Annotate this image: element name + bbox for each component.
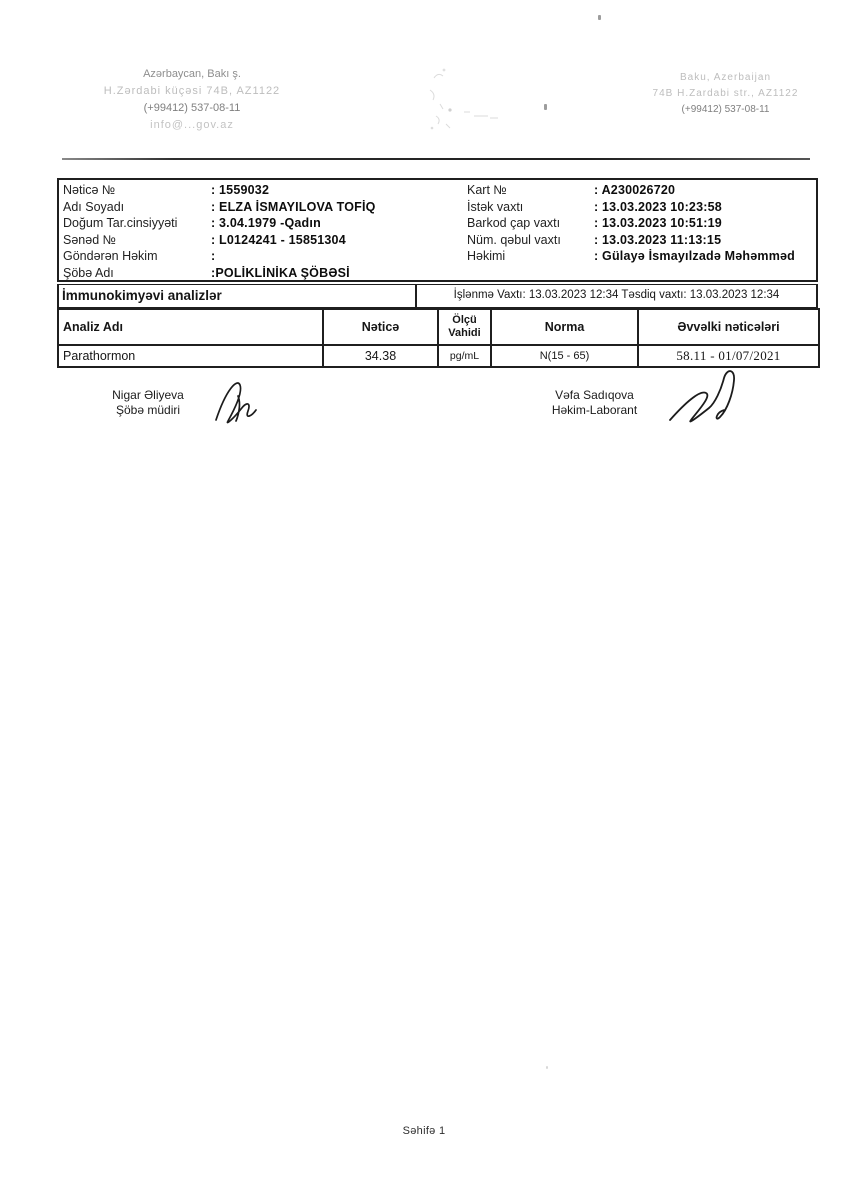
column-header-norm: Norma xyxy=(491,309,638,345)
info-value: : ELZA İSMAYILOVA TOFİQ xyxy=(211,199,376,214)
scan-speck xyxy=(598,15,601,20)
letterhead-address-en xyxy=(628,70,823,118)
info-value: : xyxy=(211,249,216,264)
signer-name: Nigar Əliyeva xyxy=(112,388,184,402)
info-value: : A230026720 xyxy=(594,183,676,197)
horizontal-rule xyxy=(62,158,810,160)
info-value: : 13.03.2023 10:23:58 xyxy=(594,199,722,214)
signature-block-lab-doctor xyxy=(532,388,657,418)
info-row xyxy=(467,199,817,216)
info-label: Həkimi xyxy=(467,249,506,264)
info-label: Adı Soyadı xyxy=(63,199,125,214)
page-number: Səhifə 1 xyxy=(402,1125,446,1137)
result-value: 34.38 xyxy=(323,345,438,367)
letterhead-line: Azərbaycan, Bakı ş. xyxy=(143,68,241,80)
info-value: : 13.03.2023 11:13:15 xyxy=(594,232,722,247)
letterhead-line: H.Zərdabi küçəsi 74B, AZ1122 xyxy=(103,85,281,97)
info-value: : Gülayə İsmayılzadə Məhəmməd xyxy=(594,249,796,264)
signature-scribble xyxy=(666,366,746,430)
info-label: İstək vaxtı xyxy=(467,199,524,214)
faint-logo xyxy=(420,60,550,145)
column-header-analysis: Analiz Adı xyxy=(58,309,323,345)
patient-info-left-column xyxy=(63,182,458,282)
scan-speck xyxy=(544,104,547,110)
previous-result: 58.11 - 01/07/2021 xyxy=(638,345,819,367)
info-row xyxy=(63,232,458,249)
section-processing-times: İşlənmə Vaxtı: 13.03.2023 12:34 Təsdiq vaxtı: 13.03.2023 12:34 xyxy=(415,285,816,307)
info-row xyxy=(467,232,817,249)
info-value: : 13.03.2023 10:51:19 xyxy=(594,216,722,231)
letterhead-line: (+99412) 537-08-11 xyxy=(681,104,770,115)
info-row xyxy=(63,265,458,282)
analysis-name: Parathormon xyxy=(58,345,323,367)
info-row xyxy=(467,215,817,232)
column-header-previous: Əvvəlki nəticələri xyxy=(638,309,819,345)
info-label: Sənəd № xyxy=(63,232,117,247)
scan-speck xyxy=(546,1066,548,1069)
results-table xyxy=(57,308,820,368)
signer-title: Şöbə müdiri xyxy=(115,403,181,417)
info-label: Kart № xyxy=(467,183,507,197)
section-header-row xyxy=(57,284,818,309)
info-label: Göndərən Həkim xyxy=(63,249,158,264)
info-row xyxy=(63,182,458,199)
patient-info-table xyxy=(57,178,818,282)
info-label: Doğum Tar.cinsiyyəti xyxy=(63,216,178,231)
column-header-result: Nəticə xyxy=(323,309,438,345)
letterhead-line: info@...gov.az xyxy=(150,119,234,131)
signer-name: Vəfa Sadıqova xyxy=(555,388,634,402)
result-norm: N(15 - 65) xyxy=(491,345,638,367)
letterhead-line: Baku, Azerbaijan xyxy=(679,72,772,83)
info-label: Barkod çap vaxtı xyxy=(467,216,561,231)
info-label: Nəticə № xyxy=(63,183,116,197)
info-row xyxy=(467,248,817,265)
result-row xyxy=(58,345,819,367)
info-value: : L0124241 - 15851304 xyxy=(211,232,346,247)
info-value: : 1559032 xyxy=(211,183,270,197)
column-header-unit: Ölçü Vahidi xyxy=(438,309,491,345)
signature-scribble xyxy=(210,376,272,428)
info-row xyxy=(63,199,458,216)
result-unit: pg/mL xyxy=(438,345,491,367)
letterhead-line: (+99412) 537-08-11 xyxy=(143,102,241,114)
info-label: Şöbə Adı xyxy=(63,265,114,280)
letterhead-line: 74B H.Zardabi str., AZ1122 xyxy=(652,88,799,99)
letterhead-address-az xyxy=(78,66,306,134)
section-title: İmmunokimyəvi analizlər xyxy=(62,288,222,303)
info-value: : 3.04.1979 -Qadın xyxy=(211,216,321,231)
info-row xyxy=(467,182,817,199)
signature-block-department-head xyxy=(88,388,208,418)
signer-title: Həkim-Laborant xyxy=(551,403,638,417)
info-label: Nüm. qəbul vaxtı xyxy=(467,232,561,247)
info-row xyxy=(63,248,458,265)
results-header-row xyxy=(58,309,819,345)
info-value: :POLİKLİNİKA ŞÖBƏSİ xyxy=(211,265,350,280)
patient-info-right-column xyxy=(467,182,817,265)
info-row xyxy=(63,215,458,232)
